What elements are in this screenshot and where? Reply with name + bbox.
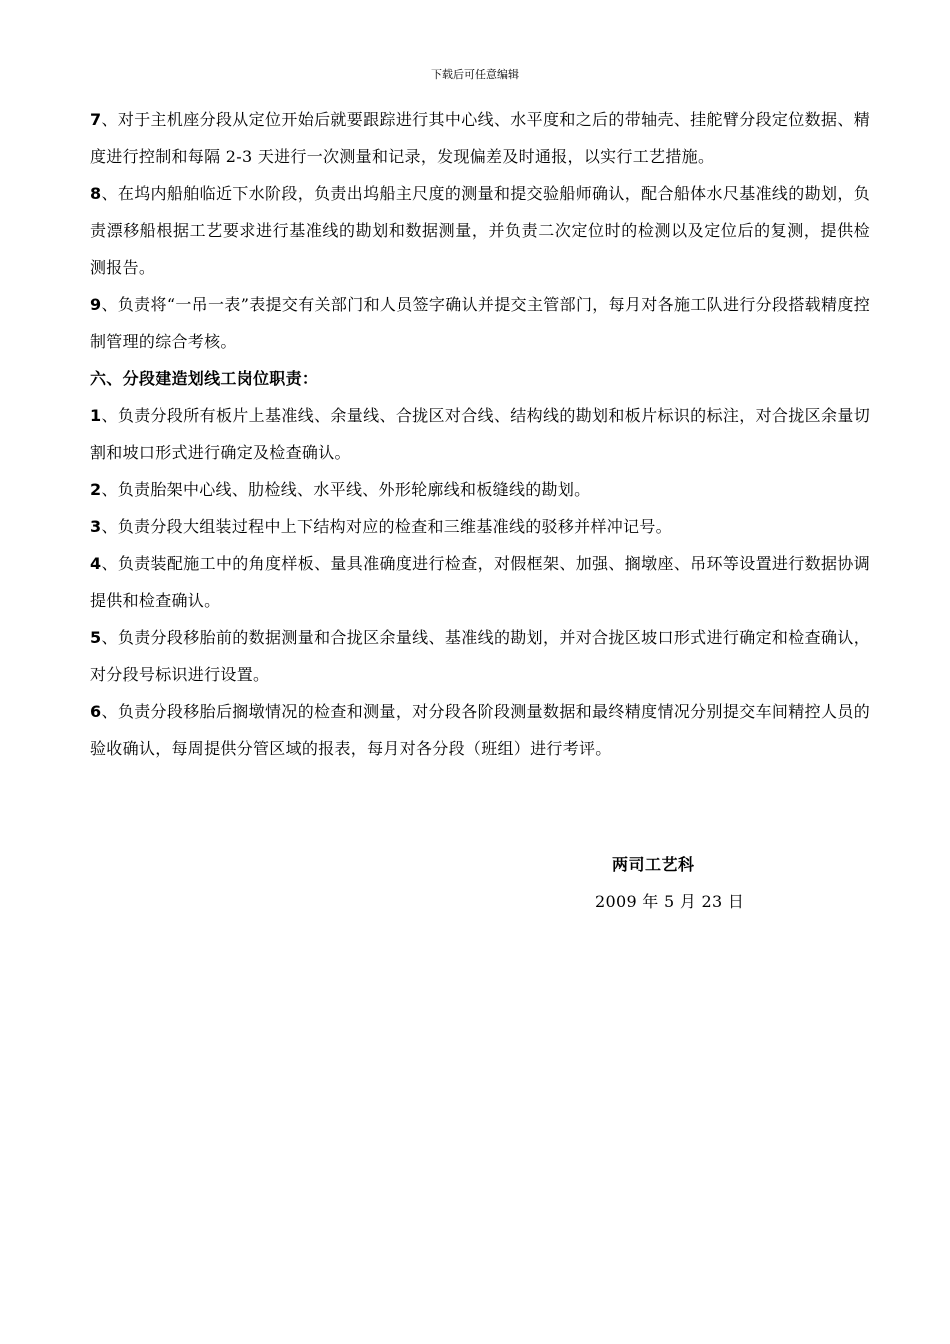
signature-department: 两司工艺科 <box>612 855 695 874</box>
item-number: 7 <box>90 110 102 129</box>
item-number: 4 <box>90 554 102 573</box>
list-item-9 <box>90 286 870 360</box>
list-item-3 <box>90 508 870 545</box>
item-text: 、负责分段移胎前的数据测量和合拢区余量线、基准线的勘划，并对合拢区坡口形式进行确定和检查确认，对分段号标识进行设置。 <box>90 628 870 684</box>
item-text: 、负责分段所有板片上基准线、余量线、合拢区对合线、结构线的勘划和板片标识的标注，对合拢区余量切割和坡口形式进行确定及检查确认。 <box>90 406 870 462</box>
item-text: 、负责装配施工中的角度样板、量具准确度进行检查，对假框架、加强、搁墩座、吊环等设置进行数据协调提供和检查确认。 <box>90 554 870 610</box>
section-title-6: 六、分段建造划线工岗位职责： <box>90 369 319 388</box>
item-number: 6 <box>90 702 102 721</box>
item-text: 、负责将“一吊一表”表提交有关部门和人员签字确认并提交主管部门，每月对各施工队进行分段搭载精度控制管理的综合考核。 <box>90 295 870 351</box>
item-number: 3 <box>90 517 102 536</box>
list-item-2 <box>90 471 870 508</box>
item-text: 、负责胎架中心线、肋检线、水平线、外形轮廓线和板缝线的勘划。 <box>101 480 591 499</box>
list-item-6 <box>90 693 870 767</box>
document-body <box>90 101 870 767</box>
item-number: 5 <box>90 628 102 647</box>
list-item-7 <box>90 101 870 175</box>
page-header-note: 下载后可任意编辑 <box>431 68 519 81</box>
item-text: 、在坞内船舶临近下水阶段，负责出坞船主尺度的测量和提交验船师确认，配合船体水尺基准线的勘划，负责漂移船根据工艺要求进行基准线的勘划和数据测量，并负责二次定位时的检测以及定位后的复测，提供检测报告。 <box>90 184 870 277</box>
item-number: 1 <box>90 406 102 425</box>
item-text: 、负责分段大组装过程中上下结构对应的检查和三维基准线的驳移并样冲记号。 <box>101 517 672 536</box>
item-text: 、负责分段移胎后搁墩情况的检查和测量，对分段各阶段测量数据和最终精度情况分别提交车间精控人员的验收确认，每周提供分管区域的报表，每月对各分段（班组）进行考评。 <box>90 702 870 758</box>
list-item-4 <box>90 545 870 619</box>
item-number: 8 <box>90 184 102 203</box>
list-item-8 <box>90 175 870 286</box>
item-number: 9 <box>90 295 102 314</box>
signature-date: 2009 年 5 月 23 日 <box>595 892 745 911</box>
list-item-1 <box>90 397 870 471</box>
list-item-5 <box>90 619 870 693</box>
item-number: 2 <box>90 480 102 499</box>
item-text: 、对于主机座分段从定位开始后就要跟踪进行其中心线、水平度和之后的带轴壳、挂舵臂分段定位数据、精度进行控制和每隔 2-3 天进行一次测量和记录，发现偏差及时通报，以实行工艺措施。 <box>90 110 870 166</box>
